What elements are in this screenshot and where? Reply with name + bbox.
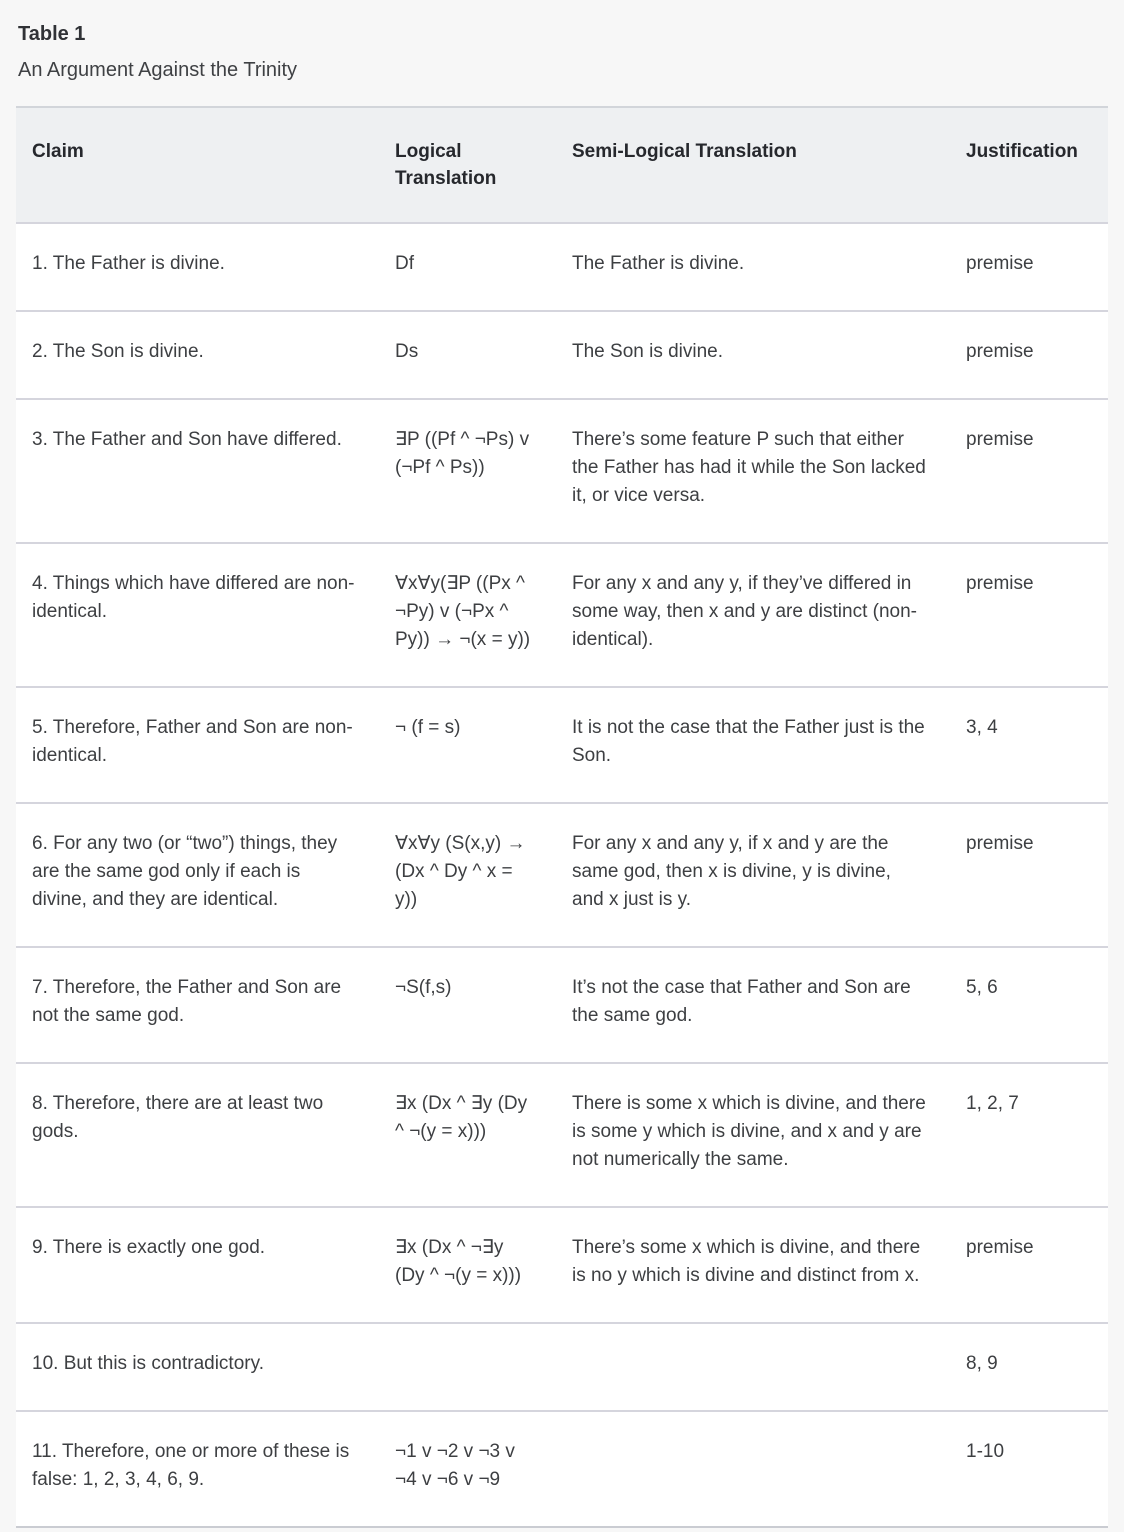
table-caption-subtitle: An Argument Against the Trinity: [18, 59, 298, 81]
table-caption-title: Table 1: [18, 23, 86, 45]
justification-cell: premise: [950, 803, 1108, 947]
justification-cell: 3, 4: [950, 687, 1108, 803]
table-row: [16, 947, 1108, 1063]
claim-cell: 5. Therefore, Father and Son are non-identical.: [16, 687, 379, 803]
logical-translation-cell: ¬S(f,s): [379, 947, 556, 1063]
justification-cell: premise: [950, 399, 1108, 543]
semi-logical-translation-cell: For any x and any y, if x and y are the same god, then x is divine, y is divine, and x just is y.: [556, 803, 950, 947]
table-row: [16, 803, 1108, 947]
claim-cell: 4. Things which have differed are non-identical.: [16, 543, 379, 687]
semi-logical-translation-cell: There is some x which is divine, and there is some y which is divine, and x and y are not numerically the same.: [556, 1063, 950, 1207]
logical-translation-cell: Df: [379, 223, 556, 311]
claim-cell: 10. But this is contradictory.: [16, 1323, 379, 1411]
logical-translation-cell: ∀x∀y (S(x,y) → (Dx ^ Dy ^ x = y)): [379, 803, 556, 947]
claim-cell: 7. Therefore, the Father and Son are not the same god.: [16, 947, 379, 1063]
logical-translation-cell: Ds: [379, 311, 556, 399]
claim-cell: 2. The Son is divine.: [16, 311, 379, 399]
justification-cell: 5, 6: [950, 947, 1108, 1063]
logical-translation-cell: ¬1 v ¬2 v ¬3 v ¬4 v ¬6 v ¬9: [379, 1411, 556, 1527]
semi-logical-translation-cell: The Father is divine.: [556, 223, 950, 311]
claim-cell: 11. Therefore, one or more of these is false: 1, 2, 3, 4, 6, 9.: [16, 1411, 379, 1527]
claim-cell: 8. Therefore, there are at least two gods.: [16, 1063, 379, 1207]
logical-translation-cell: ∃x (Dx ^ ∃y (Dy ^ ¬(y = x))): [379, 1063, 556, 1207]
table-row: [16, 543, 1108, 687]
semi-logical-translation-cell: It’s not the case that Father and Son are the same god.: [556, 947, 950, 1063]
logical-translation-cell: ∀x∀y(∃P ((Px ^ ¬Py) v (¬Px ^ Py)) → ¬(x = y)): [379, 543, 556, 687]
table-row: [16, 1063, 1108, 1207]
table-header: [16, 107, 1108, 223]
table-row: [16, 687, 1108, 803]
column-header-justification: Justification: [950, 107, 1108, 223]
justification-cell: premise: [950, 223, 1108, 311]
justification-cell: 1, 2, 7: [950, 1063, 1108, 1207]
semi-logical-translation-cell: The Son is divine.: [556, 311, 950, 399]
table-row: [16, 399, 1108, 543]
semi-logical-translation-cell: There’s some feature P such that either the Father has had it while the Son lacked it, or vice versa.: [556, 399, 950, 543]
claim-cell: 3. The Father and Son have differed.: [16, 399, 379, 543]
justification-cell: premise: [950, 1207, 1108, 1323]
column-header-semi-logical-translation: Semi-Logical Translation: [556, 107, 950, 223]
table-row: [16, 1207, 1108, 1323]
justification-cell: premise: [950, 311, 1108, 399]
claim-cell: 1. The Father is divine.: [16, 223, 379, 311]
semi-logical-translation-cell: [556, 1411, 950, 1527]
column-header-claim: Claim: [16, 107, 379, 223]
logical-translation-cell: ∃x (Dx ^ ¬∃y (Dy ^ ¬(y = x))): [379, 1207, 556, 1323]
logical-translation-cell: ∃P ((Pf ^ ¬Ps) v (¬Pf ^ Ps)): [379, 399, 556, 543]
header-row: [16, 107, 1108, 223]
table-row: [16, 1411, 1108, 1527]
justification-cell: 1-10: [950, 1411, 1108, 1527]
column-header-logical-translation: Logical Translation: [379, 107, 556, 223]
claim-cell: 9. There is exactly one god.: [16, 1207, 379, 1323]
table-row: [16, 1323, 1108, 1411]
table-row: [16, 223, 1108, 311]
claim-cell: 6. For any two (or “two”) things, they are the same god only if each is divine, and they are identical.: [16, 803, 379, 947]
justification-cell: premise: [950, 543, 1108, 687]
logical-translation-cell: ¬ (f = s): [379, 687, 556, 803]
table-row: [16, 311, 1108, 399]
logical-translation-cell: [379, 1323, 556, 1411]
argument-table: [16, 106, 1108, 1528]
semi-logical-translation-cell: There’s some x which is divine, and there is no y which is divine and distinct from x.: [556, 1207, 950, 1323]
semi-logical-translation-cell: [556, 1323, 950, 1411]
semi-logical-translation-cell: For any x and any y, if they’ve differed in some way, then x and y are distinct (non-identical).: [556, 543, 950, 687]
justification-cell: 8, 9: [950, 1323, 1108, 1411]
table-body: [16, 223, 1108, 1527]
semi-logical-translation-cell: It is not the case that the Father just is the Son.: [556, 687, 950, 803]
